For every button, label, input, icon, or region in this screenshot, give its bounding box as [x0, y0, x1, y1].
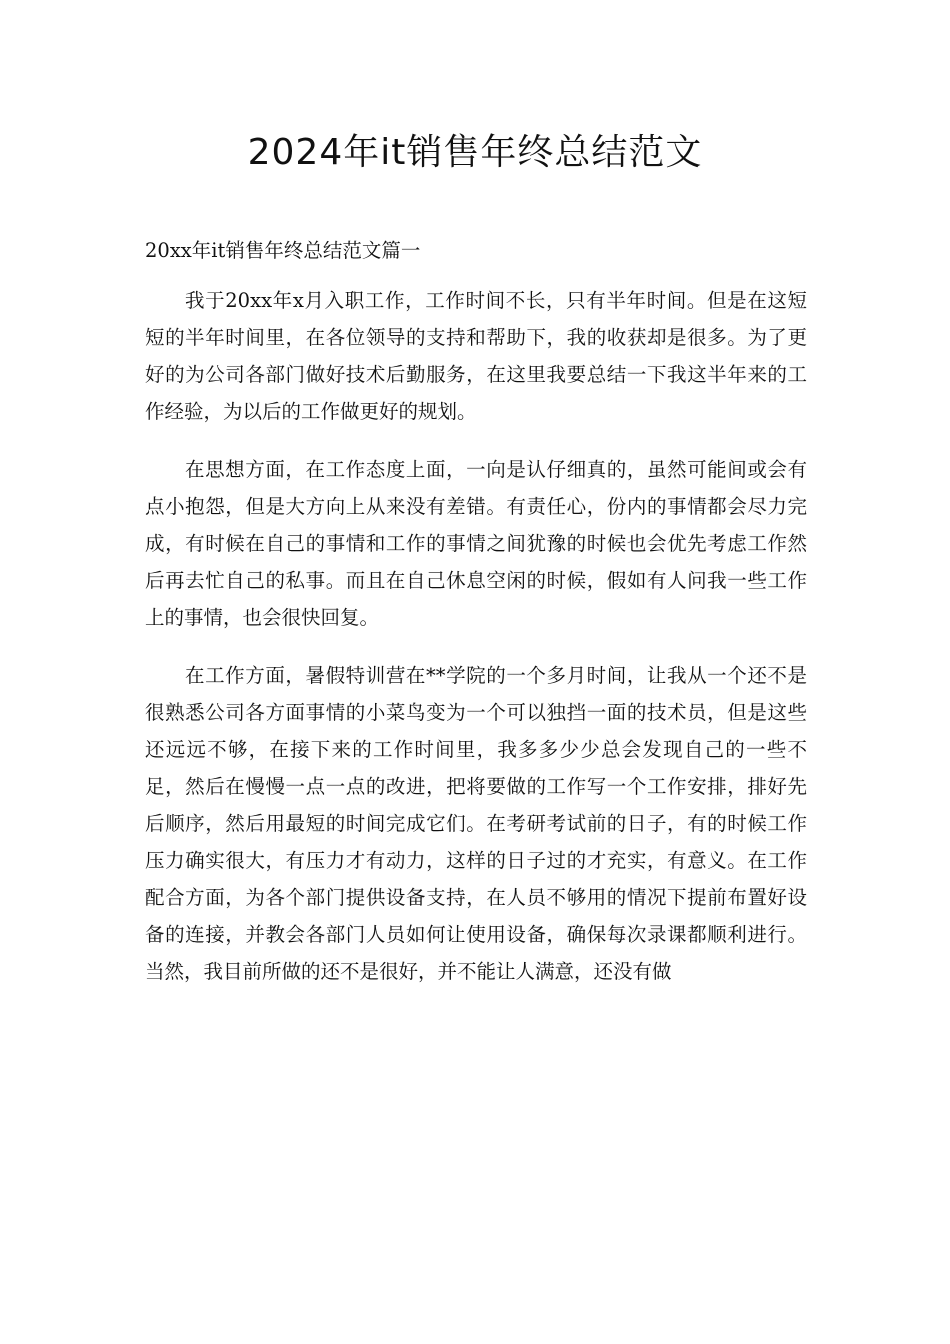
document-body: [145, 282, 807, 1011]
document-title: 2024年it销售年终总结范文: [247, 132, 703, 173]
paragraph-thinking: 在思想方面，在工作态度上面，一向是认仔细真的，虽然可能间或会有点小抱怨，但是大方向上从来没有差错。有责任心，份内的事情都会尽力完成，有时候在自己的事情和工作的事情之间犹豫的时候也会优先考虑工作然后再去忙自己的私事。而且在自己休息空闲的时候，假如有人问我一些工作上的事情，也会很快回复。: [145, 458, 807, 629]
section-heading: 20xx年it销售年终总结范文篇一: [145, 239, 421, 262]
paragraph-intro: 我于20xx年x月入职工作，工作时间不长，只有半年时间。但是在这短短的半年时间里，在各位领导的支持和帮助下，我的收获却是很多。为了更好的为公司各部门做好技术后勤服务，在这里我要总结一下我这半年来的工作经验，为以后的工作做更好的规划。: [145, 289, 807, 423]
paragraph-work: 在工作方面，暑假特训营在**学院的一个多月时间，让我从一个还不是很熟悉公司各方面事情的小菜鸟变为一个可以独挡一面的技术员，但是这些还远远不够，在接下来的工作时间里，我多多少少总会发现自己的一些不足，然后在慢慢一点一点的改进，把将要做的工作写一个工作安排，排好先后顺序，然后用最短的时间完成它们。在考研考试前的日子，有的时候工作压力确实很大，有压力才有动力，这样的日子过的才充实，有意义。在工作配合方面，为各个部门提供设备支持，在人员不够用的情况下提前布置好设备的连接，并教会各部门人员如何让使用设备，确保每次录课都顺利进行。当然，我目前所做的还不是很好，并不能让人满意，还没有做: [145, 664, 807, 983]
